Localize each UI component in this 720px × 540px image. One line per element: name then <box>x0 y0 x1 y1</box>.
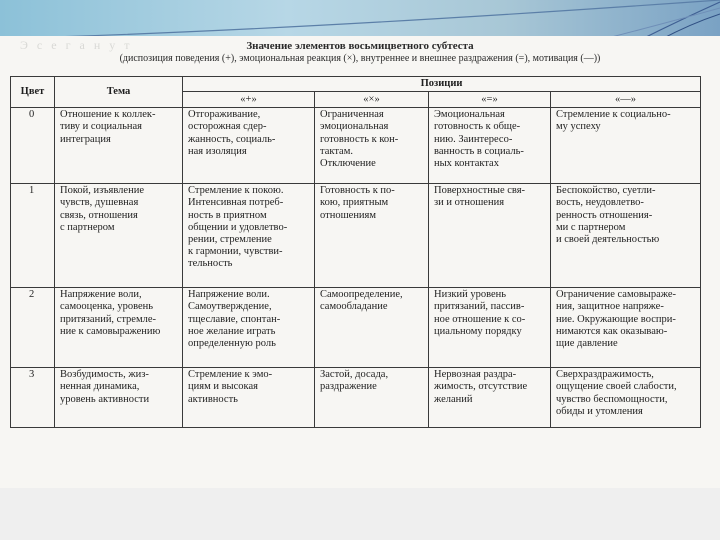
row-color-number: 1 <box>11 184 55 288</box>
row-position-plus: Стремление к эмо- циям и высокая активность <box>183 368 315 428</box>
row-position-minus: Стремление к социально- му успеху <box>551 108 701 184</box>
row-position-eq: Эмоциональная готовность к обще- нию. Заинтересо- ванность в социаль- ных контактах <box>429 108 551 184</box>
row-color-number: 3 <box>11 368 55 428</box>
row-position-eq: Поверхностные свя- зи и отношения <box>429 184 551 288</box>
row-position-plus: Напряжение воли. Самоутверждение, тщеславие, спонтан- ное желание играть определенную роль <box>183 288 315 368</box>
row-position-x: Застой, досада, раздражение <box>315 368 429 428</box>
header-theme: Тема <box>55 77 183 108</box>
bottom-blank-area <box>0 488 720 540</box>
table-row <box>11 184 701 288</box>
bleed-through-text: Э с е г а н у т <box>20 38 133 52</box>
header-position-plus: «+» <box>183 92 315 108</box>
row-color-number: 0 <box>11 108 55 184</box>
row-color-number: 2 <box>11 288 55 368</box>
row-position-eq: Нервозная раздра- жимость, отсутствие желаний <box>429 368 551 428</box>
row-position-minus: Сверхраздражимость, ощущение своей слабости, чувство беспомощности, обиды и утомления <box>551 368 701 428</box>
row-position-plus: Стремление к покою. Интенсивная потреб- ность в приятном общении и удовлетво- рении, стремление к гармонии, чувстви- тельность <box>183 184 315 288</box>
row-position-x: Самоопределение, самообладание <box>315 288 429 368</box>
header-color: Цвет <box>11 77 55 108</box>
row-position-eq: Низкий уровень притязаний, пассив- ное отношение к со- циальному порядку <box>429 288 551 368</box>
header-position-x: «×» <box>315 92 429 108</box>
row-theme: Напряжение воли, самооценка, уровень притязаний, стремле- ние к самовыражению <box>55 288 183 368</box>
scanned-document-page <box>0 36 720 488</box>
document-title: Значение элементов восьмицветного субтеста <box>246 40 474 52</box>
header-position-eq: «=» <box>429 92 551 108</box>
table-row <box>11 288 701 368</box>
header-positions: Позиции <box>183 77 701 92</box>
row-theme: Покой, изъявление чувств, душевная связь, отношения с партнером <box>55 184 183 288</box>
decorative-swoosh-lines <box>0 0 720 40</box>
header-position-minus: «—» <box>551 92 701 108</box>
row-position-x: Ограниченная эмоциональная готовность к кон- тактам. Отключение <box>315 108 429 184</box>
color-subtest-table <box>10 76 701 428</box>
table-row <box>11 108 701 184</box>
row-position-plus: Отгораживание, осторожная сдер- жанность, социаль- ная изоляция <box>183 108 315 184</box>
row-position-minus: Беспокойство, суетли- вость, неудовлетво- ренность отношения- ми с партнером и своей деятельностью <box>551 184 701 288</box>
header-row-top <box>11 77 701 92</box>
row-position-x: Готовность к по- кою, приятным отношениям <box>315 184 429 288</box>
row-position-minus: Ограничение самовыраже- ния, защитное напряже- ние. Окружающие воспри- нимаются как оказываю- щие давление <box>551 288 701 368</box>
document-subtitle: (диспозиция поведения (+), эмоциональная реакция (×), внутреннее и внешнее раздражения (=), мотивация (—)) <box>119 53 601 64</box>
row-theme: Возбудимость, жиз- ненная динамика, уровень активности <box>55 368 183 428</box>
table-row <box>11 368 701 428</box>
row-theme: Отношение к коллек- тиву и социальная интеграция <box>55 108 183 184</box>
